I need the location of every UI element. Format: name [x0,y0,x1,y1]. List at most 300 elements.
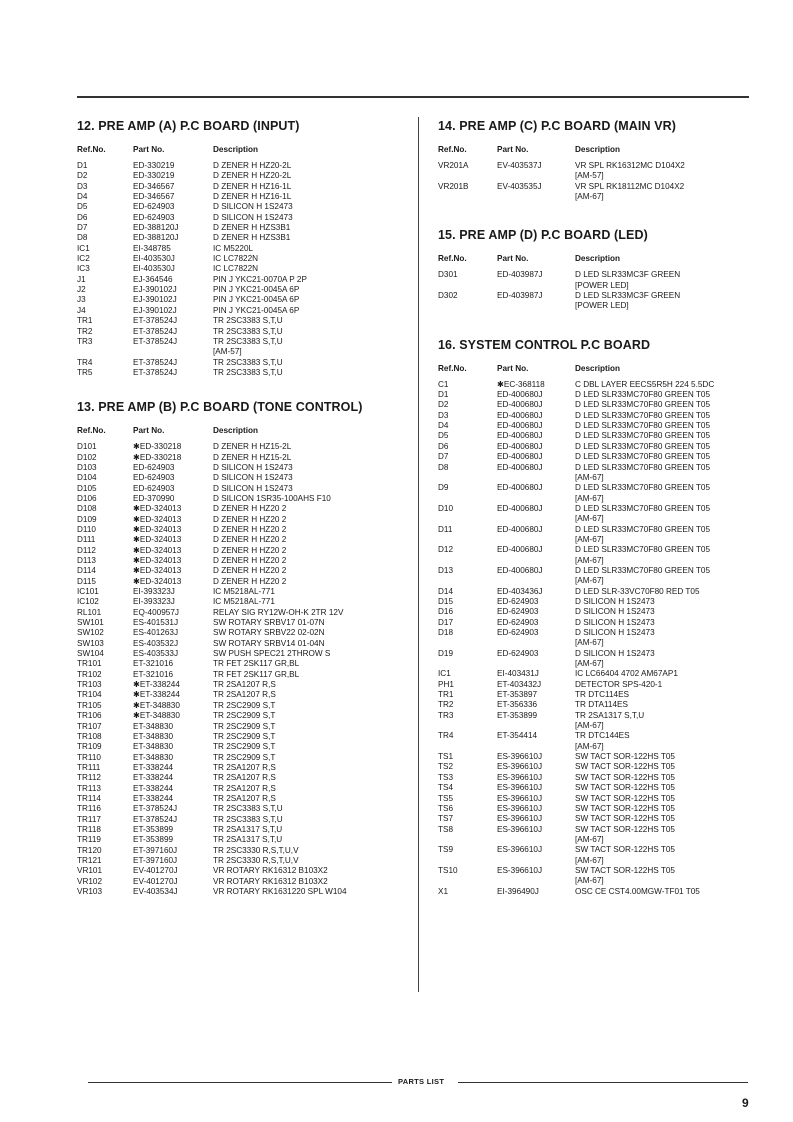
table-row [77,463,409,473]
ref-no [438,556,497,566]
part-no: ET-348830 [133,752,174,762]
description: D ZENER H HZ15-2L [213,452,292,462]
table-row [77,680,409,690]
table-row [77,306,409,316]
ref-no: TR106 [77,711,102,721]
table-row [438,700,756,710]
part-no: EV-401270J [133,866,178,876]
description: RELAY SIG RY12W-OH-K 2TR 12V [213,607,344,617]
ref-no: D301 [438,270,458,280]
table-row [77,171,409,181]
description: SW TACT SOR-122HS T05 [575,762,675,772]
part-no: ED-400680J [497,441,543,451]
table-row [438,711,756,721]
table-row [438,680,756,690]
ref-no: D3 [77,181,88,191]
ref-no: D2 [438,400,449,410]
part-no: ED-624903 [133,202,175,212]
part-no: ES-396610J [497,762,543,772]
table-row [438,281,756,291]
table-row [77,877,409,887]
ref-no: TR116 [77,804,101,814]
part-no: EQ-400957J [133,607,179,617]
table-row [77,670,409,680]
ref-no: TR3 [438,710,454,720]
description: D SILICON H 1S2473 [213,483,293,493]
part-no: ED-388120J [133,233,179,243]
ref-no: D7 [438,452,449,462]
description: TR 2SA1207 R,S [213,762,276,772]
description: D LED SLR33MC70F80 GREEN T05 [575,524,710,534]
table-row [438,866,756,876]
table-row [77,494,409,504]
part-no: EI-403530J [133,264,175,274]
description: D SILICON H 1S2473 [575,628,655,637]
header-ref-no: Ref.No. [438,363,467,373]
description: D LED SLR33MC70F80 GREEN T05 [575,545,710,555]
table-row [438,659,756,669]
description: SW TACT SOR-122HS T05 [575,865,675,875]
table-row [438,556,756,566]
ref-no: SW102 [77,628,104,638]
part-no: ED-400680J [497,431,543,441]
ref-no [438,514,497,524]
part-no: ED-400680J [497,565,543,575]
part-no: ET-348830 [133,721,174,731]
header-part-no: Part No. [133,426,165,436]
part-no: ED-403987J [497,270,543,280]
ref-no: SW103 [77,638,104,648]
description: TR 2SA1207 R,S [213,680,276,690]
column-header-row [438,253,756,265]
section-title: 12. PRE AMP (A) P.C BOARD (INPUT) [77,119,300,133]
part-no [497,835,575,845]
header-ref-no: Ref.No. [438,254,467,264]
part-no: ✱ET-348830 [133,711,180,721]
description: VR SPL RK16312MC D104X2 [575,161,685,170]
part-no: EJ-390102J [133,305,177,315]
table-row [77,773,409,783]
header-part-no: Part No. [133,145,165,154]
table-row [77,295,409,305]
part-no: ED-330219 [133,171,175,181]
footer-label: PARTS LIST [398,1077,445,1086]
table-row [438,762,756,772]
description: D ZENER H HZS3B1 [213,233,291,243]
description: VR SPL RK18112MC D104X2 [575,181,685,191]
table-row [438,545,756,555]
part-no [497,535,575,545]
ref-no: TR1 [77,316,93,326]
ref-no: TR119 [77,835,101,845]
description: SW TACT SOR-122HS T05 [575,752,675,762]
ref-no: D302 [438,291,458,301]
description: TR 2SC3330 R,S,T,U,V [213,845,299,855]
parts-section [77,117,409,378]
description: TR 2SA1207 R,S [213,793,276,803]
table-row [438,161,756,171]
description: D SILICON H 1S2473 [213,473,293,483]
description: TR 2SC3383 S,T,U [213,367,283,377]
description: SW TACT SOR-122HS T05 [575,845,675,855]
part-no: ED-624903 [497,596,539,606]
description: SW TACT SOR-122HS T05 [575,803,675,813]
description: TR 2SC3383 S,T,U [213,316,283,326]
ref-no: TS7 [438,814,454,824]
part-no: ET-378524J [133,804,178,814]
table-row [77,182,409,192]
part-no: EV-401270J [133,876,178,886]
part-no: ET-348830 [133,731,174,741]
header-description: Description [575,254,621,264]
description: [AM-67] [575,493,604,503]
description: [AM-67] [575,534,604,544]
ref-no: D8 [438,462,449,472]
table-row [438,380,756,390]
table-row [438,835,756,845]
ref-no: D17 [438,617,454,627]
parts-section [438,117,756,202]
description: TR FET 2SK117 GR,BL [213,669,300,679]
description: D ZENER H HZ20 2 [213,504,287,514]
ref-no: D1 [77,161,88,170]
table-row [77,649,409,659]
ref-no: D3 [438,410,449,420]
description: [AM-67] [575,876,604,886]
part-no: ET-397160J [133,855,178,865]
part-no: EV-403534J [133,887,178,896]
table-row [438,773,756,783]
ref-no: D7 [77,223,88,233]
description: [AM-67] [575,741,604,751]
table-row [438,431,756,441]
description: C DBL LAYER EECS5R5H 224 5.5DC [575,379,715,389]
part-no: ES-396610J [497,772,543,782]
ref-no: D109 [77,514,97,524]
header-part-no: Part No. [497,254,529,264]
part-no: EI-348785 [133,243,171,253]
part-no: ES-396610J [497,783,543,793]
description: D LED SLR33MC70F80 GREEN T05 [575,483,710,493]
ref-no: D102 [77,452,97,462]
ref-no: D113 [77,556,96,565]
table-row [438,618,756,628]
description: SW ROTARY SRBV22 02-02N [213,628,325,638]
table-row [438,804,756,814]
part-no [497,514,575,524]
part-no: ✱ET-338244 [133,680,180,690]
part-no: ✱ED-330218 [133,442,182,452]
description: TR 2SC3383 S,T,U [213,814,283,824]
ref-no: TR112 [77,773,101,783]
description: IC LC7822N [213,254,259,264]
description: D ZENER H HZ15-2L [213,442,292,452]
ref-no: IC1 [77,243,90,253]
part-no: ✱ED-324013 [133,504,182,514]
ref-no: TR120 [77,845,102,855]
ref-no: TR107 [77,721,102,731]
description: D LED SLR33MC70F80 GREEN T05 [575,410,710,420]
description: D ZENER H HZ20-2L [213,171,292,181]
ref-no: VR103 [77,887,103,896]
description: D LED SLR33MC70F80 GREEN T05 [575,462,710,472]
description: D ZENER H HZ16-1L [213,181,292,191]
description: D LED SLR33MC70F80 GREEN T05 [575,503,710,513]
description: D LED SLR33MC70F80 GREEN T05 [575,390,710,400]
table-row [77,202,409,212]
table-row [438,742,756,752]
part-no: ET-321016 [133,669,174,679]
table-row [77,587,409,597]
table-row [77,577,409,587]
table-row [77,347,409,357]
description: [AM-67] [575,855,604,865]
top-rule [77,96,749,98]
section-title: 13. PRE AMP (B) P.C BOARD (TONE CONTROL) [77,400,363,415]
part-no: EI-393323J [133,587,175,597]
part-no: ET-321016 [133,659,174,669]
description: [POWER LED] [575,301,629,311]
table-row [77,244,409,254]
part-no: ET-353897 [497,690,538,700]
header-description: Description [575,145,621,154]
ref-no: D110 [77,524,96,534]
part-no: ET-338244 [133,793,174,803]
description: TR 2SC3383 S,T,U [213,804,283,814]
part-no: ET-338244 [133,773,174,783]
ref-no [77,347,133,357]
table-row [77,784,409,794]
table-row [438,576,756,586]
ref-no: TR2 [438,700,454,710]
description: TR 2SC3383 S,T,U [213,326,283,336]
part-no: ED-624903 [133,483,175,493]
part-no: ES-396610J [497,865,543,875]
table-row [77,285,409,295]
description: D ZENER H HZ20 2 [213,535,287,545]
ref-no: D105 [77,483,97,493]
footer-rule-right [458,1082,748,1083]
ref-no: TS3 [438,772,454,782]
part-no: ES-403533J [133,649,179,659]
ref-no [438,473,497,483]
part-no: ED-400680J [497,390,543,400]
part-no: ✱ED-324013 [133,535,182,545]
description: D LED SLR33MC70F80 GREEN T05 [575,441,710,451]
column-header-row [438,363,756,375]
table-row [438,752,756,762]
ref-no: TS1 [438,752,454,762]
ref-no: D14 [438,586,454,596]
part-no [497,171,575,181]
description: D ZENER H HZ16-1L [213,192,292,202]
part-no: ET-378524J [133,336,178,346]
description: D ZENER H HZ20-2L [213,161,292,170]
part-no: ED-624903 [497,607,539,617]
right-column [438,117,756,897]
ref-no: TS2 [438,762,454,772]
table-row [438,825,756,835]
ref-no: TR118 [77,824,101,834]
part-no: ✱ET-348830 [133,700,180,710]
description: TR 2SC2909 S,T [213,752,276,762]
part-no: EJ-390102J [133,295,177,305]
ref-no: VR201A [438,161,469,170]
description: SW TACT SOR-122HS T05 [575,793,675,803]
table-row [438,845,756,855]
table-row [77,794,409,804]
ref-no: J2 [77,285,86,295]
ref-no: TS9 [438,845,454,855]
part-no: ED-346567 [133,192,175,202]
ref-no: TS6 [438,803,454,813]
part-no: ET-403432J [497,679,542,689]
part-no: EJ-390102J [133,285,177,295]
part-no: ED-403987J [497,291,543,301]
description: D LED SLR33MC70F80 GREEN T05 [575,421,710,431]
footer-rule-left [88,1082,392,1083]
description: [POWER LED] [575,280,629,290]
table-row [77,722,409,732]
ref-no: TR103 [77,680,102,690]
part-no: EJ-364546 [133,274,173,284]
ref-no: PH1 [438,679,454,689]
ref-no: TR4 [438,731,454,741]
table-row [77,264,409,274]
ref-no: TS5 [438,793,454,803]
section-title: 16. SYSTEM CONTROL P.C BOARD [438,337,651,352]
description: D LED SLR33MC70F80 GREEN T05 [575,400,710,410]
description: TR DTC144ES [575,731,630,741]
ref-no: IC102 [77,597,99,607]
parts-section [438,226,756,311]
description: D SILICON 1SR35-100AHS F10 [213,493,331,503]
header-ref-no: Ref.No. [77,145,106,154]
table-row [77,327,409,337]
table-row [438,587,756,597]
description: IC M5220L [213,243,254,253]
description: D LED SLR33MC70F80 GREEN T05 [575,431,710,441]
ref-no: TR114 [77,793,101,803]
part-no: EI-396490J [497,886,539,896]
ref-no: TR105 [77,700,102,710]
part-no [497,192,575,202]
description: D SILICON H 1S2473 [575,607,655,617]
description: PIN J YKC21-0070A P 2P [213,274,307,284]
table-row [77,504,409,514]
part-no: ED-400680J [497,524,543,534]
table-row [77,161,409,171]
part-no [497,576,575,586]
table-row [77,825,409,835]
header-ref-no: Ref.No. [77,426,106,436]
part-no: ES-396610J [497,845,543,855]
part-no: ET-338244 [133,762,174,772]
description: SW TACT SOR-122HS T05 [575,772,675,782]
part-no: ✱ED-324013 [133,556,182,565]
description: [AM-57] [213,347,242,357]
ref-no: TS8 [438,824,454,834]
part-no: ✱ED-324013 [133,566,182,576]
description: SW TACT SOR-122HS T05 [575,783,675,793]
description: D ZENER H HZ20 2 [213,576,287,586]
ref-no: D106 [77,493,97,503]
ref-no: VR102 [77,876,103,886]
part-no: ED-403436J [497,586,543,596]
column-divider [418,117,419,992]
ref-no [438,301,497,311]
description: D ZENER H HZ20 2 [213,514,287,524]
ref-no [438,535,497,545]
part-no: EV-403537J [497,161,542,170]
table-row [77,453,409,463]
part-no: ES-396610J [497,793,543,803]
table-row [77,484,409,494]
description: SW PUSH SPEC21 2THROW S [213,649,331,659]
section-title: 14. PRE AMP (C) P.C BOARD (MAIN VR) [438,119,677,133]
part-no: ✱ED-324013 [133,514,182,524]
table-row [77,659,409,669]
part-no: ET-353899 [497,710,538,720]
ref-no: IC2 [77,254,90,264]
column-header-row [77,425,409,437]
part-no: ED-400680J [497,400,543,410]
part-no: ED-624903 [497,617,539,627]
ref-no: TR117 [77,814,101,824]
table-row [438,171,756,181]
description: DETECTOR SPS-420-1 [575,679,663,689]
table-row [438,535,756,545]
table-row [438,270,756,280]
ref-no: TR102 [77,669,102,679]
ref-no [438,721,497,731]
table-row [77,368,409,378]
ref-no [438,281,497,291]
table-row [438,473,756,483]
part-no: ET-356336 [497,700,538,710]
description: [AM-67] [575,638,604,648]
table-row [438,192,756,202]
ref-no [438,659,497,669]
description: D ZENER H HZ20 2 [213,545,287,555]
description: D SILICON H 1S2473 [575,648,655,658]
description: D SILICON H 1S2473 [213,212,293,222]
part-no: EI-403431J [497,669,539,679]
ref-no: TR101 [77,659,102,669]
ref-no: SW104 [77,649,104,659]
table-row [77,753,409,763]
ref-no [438,835,497,845]
part-no: ✱ED-324013 [133,524,182,534]
description: TR DTA114ES [575,700,628,710]
table-row [438,887,756,897]
part-no: ET-354414 [497,731,538,741]
description: IC LC66404 4702 AM67AP1 [575,669,678,679]
ref-no: RL101 [77,607,102,617]
part-no: ✱ED-330218 [133,452,182,462]
part-no: ES-396610J [497,824,543,834]
ref-no: D4 [438,421,449,431]
part-no [497,856,575,866]
description: D LED SLR33MC3F GREEN [575,291,681,301]
ref-no: D10 [438,503,454,513]
ref-no: TR5 [77,367,93,377]
part-no: ES-396610J [497,814,543,824]
ref-no: D5 [77,202,88,212]
table-row [77,835,409,845]
table-row [438,291,756,301]
table-row [77,742,409,752]
